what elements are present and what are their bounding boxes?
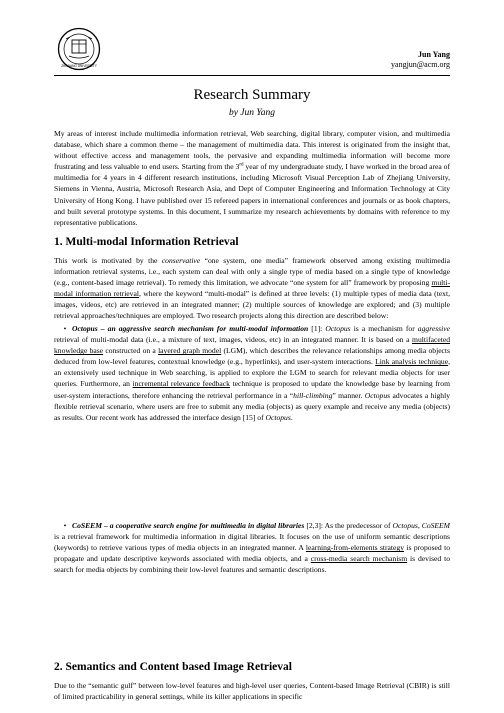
author-email[interactable]: yangjun@acm.org — [391, 60, 450, 69]
bullet-icon: • — [63, 521, 67, 530]
author-name: Jun Yang — [418, 50, 450, 59]
university-seal-logo — [57, 27, 101, 71]
bullet-coseem: • CoSEEM – a cooperative search engine for multimedia in digital libraries [2,3]: As the predecessor of Octopus, CoSEEM is a retrieval framework for multimedia information in digital libraries. It focuses on the use of uniform semantic descriptions (keywords) to retrieve various types of media objects in an integrated manner. A learning-from-elements strategy is proposed to propagate and update descriptive keywords associated with media objects, and a cross-media search mechanism is devised to search for media objects by combining their low-level features and semantic descriptions. — [54, 521, 451, 575]
header-rule — [54, 75, 450, 76]
document-byline: by Jun Yang — [228, 108, 276, 118]
section-1-heading: 1. Multi-modal Information Retrieval — [54, 236, 239, 248]
svg-text:ZHEJIANG UNIVERSITY: ZHEJIANG UNIVERSITY — [61, 64, 97, 68]
section-2-heading: 2. Semantics and Content based Image Retrieval — [54, 661, 292, 673]
bullet-icon: • — [63, 324, 67, 333]
author-header — [391, 50, 450, 70]
bullet-octopus: • Octopus – an aggressive search mechanism for multi-modal information [1]: Octopus is a mechanism for aggressive retrieval of multi-modal data (i.e., a mixture of text, images, videos, etc) in an integrated manner. It is based on a multifaceted knowledge base constructed on a layered graph model (LGM), which describes the relevance relationships among media objects deduced from low-level features, contextual knowledge (e.g., hyperlinks), and user-system interactions. Link analysis technique, an extensively used technique in Web searching, is applied to explore the LGM to search for relevant media objects for user queries. Furthermore, an incremental relevance feedback technique is proposed to update the knowledge base by learning from user-system interactions, therefore enhancing the retrieval performance in a “hill-climbing” manner. Octopus advocates a highly flexible retrieval scenario, where users are free to submit any media (objects) as query example and receive any media (objects) as results. Our recent work has addressed the interface design [15] of Octopus. — [54, 324, 451, 422]
intro-paragraph: My areas of interest include multimedia information retrieval, Web searching, digital library, computer vision, and multimedia database, which share a common theme – the management of multimedia data. This interest is originated from the insight that, without effective access and management tools, the pervasive and expanding multimedia information will become more frustrating and less valuable to end users. Starting from the 3rd year of my undergraduate study, I have worked in the broad area of multimedia for 4 years in 4 different research institutions, including Microsoft Visual Perception Lab of Zhejiang University, Siemens in Vienna, Austria, Microsoft Research Asia, and Dept of Computer Engineering and Information Technology at City University of Hong Kong. I have published over 15 refereed papers in international conferences and journals or as book chapters, and built several prototype systems. In this document, I summarize my research achievements by domains with reference to my representative publications. — [54, 129, 450, 227]
section-1-paragraph: This work is motivated by the conservative “one system, one media” framework observed among existing multimedia information retrieval systems, i.e., each system can deal with only a single type of media based on a single type of knowledge (e.g., content-based image retrieval). To remedy this limitation, we advocate “one system for all” framework by proposing multi-modal information retrieval, where the keyword “multi-modal” is defined at three levels: (1) multiple types of media data (text, images, videos, etc) are retrieved in an integrated manner; (2) multiple sources of knowledge are explored; and (3) multiple retrieval approaches/techniques are employed. Two research projects along this direction are described below: — [54, 256, 450, 321]
section-2-paragraph: Due to the “semantic gulf” between low-level features and high-level user queries, Content-based Image Retrieval (CBIR) is still of limited practicability in general settings, while its killer applications in specific — [54, 681, 450, 702]
document-title: Research Summary — [193, 87, 311, 103]
